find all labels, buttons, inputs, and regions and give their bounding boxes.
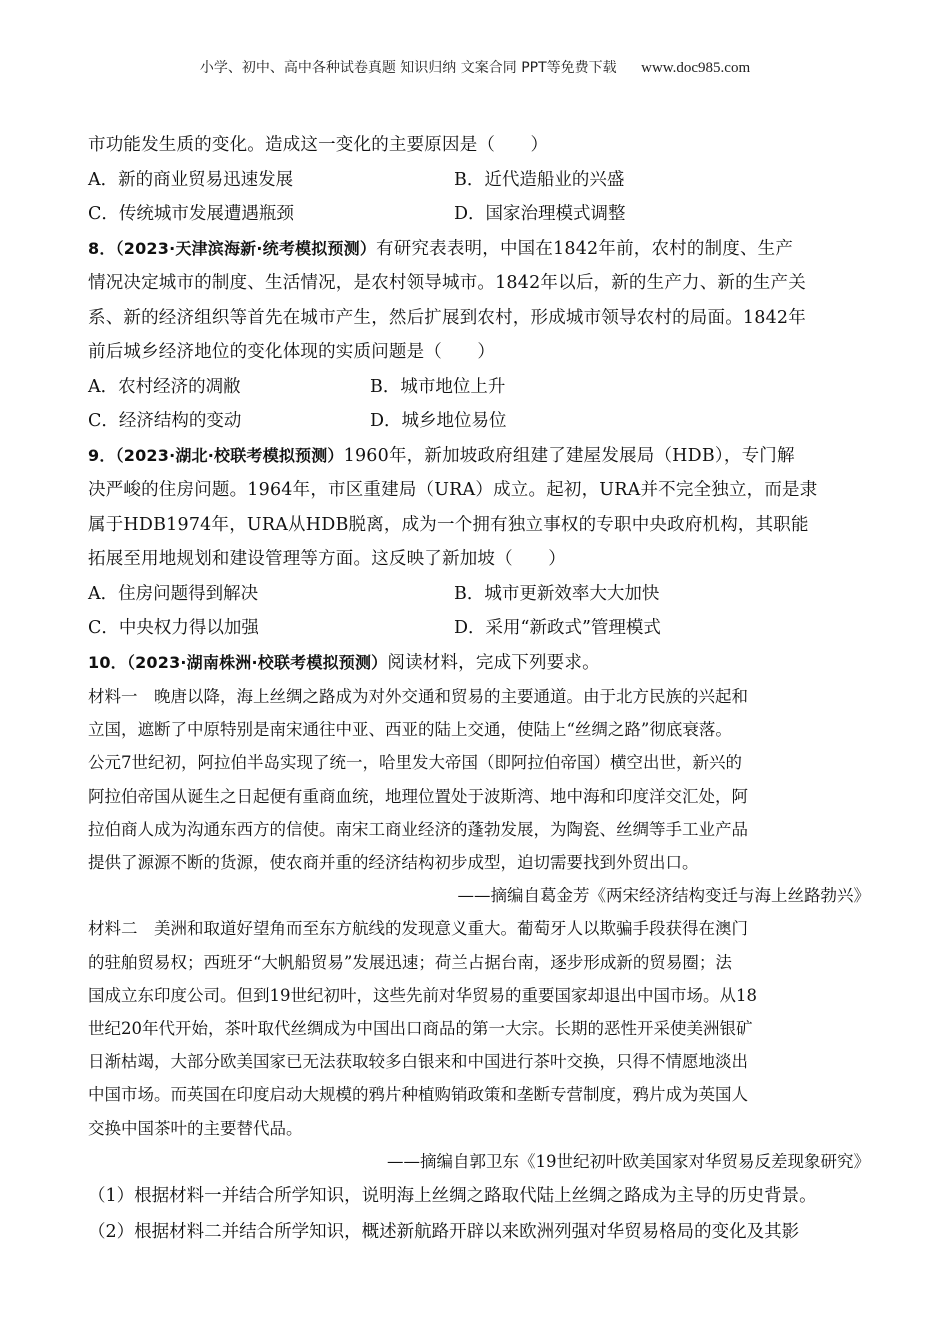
q9-stem-line-4: 拓展至用地规划和建设管理等方面。这反映了新加坡（ ） xyxy=(88,549,566,569)
material-one-line: 材料一 晚唐以降，海上丝绸之路成为对外交通和贸易的主要通道。由于北方民族的兴起和 xyxy=(88,687,748,706)
material-two-line: 的驻舶贸易权；西班牙“大帆船贸易”发展迅速；荷兰占据台南，逐步形成新的贸易圈；法 xyxy=(88,952,732,972)
q8-stem-line-3: 系、新的经济组织等首先在城市产生，然后扩展到农村，形成城市领导农村的局面。1842年 xyxy=(88,307,806,328)
q9-option-d: D．采用“新政式”管理模式 xyxy=(454,618,661,638)
q8-options-row-2 xyxy=(88,404,878,439)
q7-option-b: B．近代造船业的兴盛 xyxy=(454,169,625,190)
material-one-line: 公元7世纪初，阿拉伯半岛实现了统一，哈里发大帝国（即阿拉伯帝国）横空出世，新兴的 xyxy=(88,753,742,773)
material-two-line: 中国市场。而英国在印度启动大规模的鸦片种植购销政策和垄断专营制度，鸦片成为英国人 xyxy=(88,1085,748,1105)
q8-source: （2023·天津滨海新·统考模拟预测） xyxy=(115,238,377,258)
material-two-line: 世纪20年代开始，茶叶取代丝绸成为中国出口商品的第一大宗。长期的恶性开采使美洲银矿 xyxy=(88,1019,753,1039)
q7-option-a: A．新的商业贸易迅速发展 xyxy=(88,169,294,190)
q8-stem-line-1 xyxy=(88,232,878,267)
q7-option-c: C．传统城市发展遭遇瓶颈 xyxy=(88,204,294,224)
q10-intro: 阅读材料，完成下列要求。 xyxy=(387,652,600,673)
header-url[interactable]: www.doc985.com xyxy=(641,60,751,76)
q7-options-row-1 xyxy=(88,163,878,198)
q7-option-d: D．国家治理模式调整 xyxy=(454,204,626,224)
material-one xyxy=(88,680,878,912)
q8-option-a: A．农村经济的凋敝 xyxy=(88,376,241,397)
q9-options-row-2 xyxy=(88,611,878,646)
q8-option-c: C．经济结构的变动 xyxy=(88,411,242,431)
q9-options-row-1 xyxy=(88,577,878,612)
material-one-line: 拉伯商人成为沟通东西方的信使。南宋工商业经济的蓬勃发展，为陶瓷、丝绸等手工业产品 xyxy=(88,819,748,839)
q9-text: 1960年，新加坡政府组建了建屋发展局（HDB），专门解 xyxy=(343,445,795,466)
material-two-line: 交换中国茶叶的主要替代品。 xyxy=(88,1118,303,1138)
q8-number: 8． xyxy=(88,238,116,258)
document-body xyxy=(88,128,878,1250)
q8-options-row-1 xyxy=(88,370,878,405)
q7-stem-tail: 市功能发生质的变化。造成这一变化的主要原因是（ ） xyxy=(88,135,549,155)
q9-option-c: C．中央权力得以加强 xyxy=(88,618,259,638)
q10-subquestion-1: （1）根据材料一并结合所学知识，说明海上丝绸之路取代陆上丝绸之路成为主导的历史背景。 xyxy=(88,1186,817,1207)
material-one-line: 提供了源源不断的货源，使农商并重的经济结构初步成型，迫切需要找到外贸出口。 xyxy=(88,853,699,873)
material-two-line: 日渐枯竭，大部分欧美国家已无法获取较多白银来和中国进行茶叶交换，只得不情愿地淡出 xyxy=(88,1052,748,1072)
q8-option-d: D．城乡地位易位 xyxy=(370,411,507,431)
q7-options-row-2 xyxy=(88,197,878,232)
material-two-citation: ——摘编自郭卫东《19世纪初叶欧美国家对华贸易反差现象研究》 xyxy=(387,1151,870,1171)
q8-text: 有研究表表明，中国在1842年前，农村的制度、生产 xyxy=(376,238,794,259)
q10-number: 10． xyxy=(88,652,127,672)
q9-stem-line-2: 决严峻的住房问题。1964年，市区重建局（URA）成立。起初，URA并不完全独立，而是隶 xyxy=(88,480,818,500)
q9-source: （2023·湖北·校联考模拟预测） xyxy=(115,445,344,465)
q8-stem-line-2: 情况决定城市的制度、生活情况，是农村领导城市。1842年以后，新的生产力、新的生产关 xyxy=(88,273,806,293)
material-one-citation: ——摘编自葛金芳《两宋经济结构变迁与海上丝路勃兴》 xyxy=(457,886,870,906)
q9-stem-line-1 xyxy=(88,439,878,474)
q9-option-b: B．城市更新效率大大加快 xyxy=(454,583,660,604)
page-header xyxy=(0,57,950,77)
q9-stem-line-3: 属于HDB1974年，URA从HDB脱离，成为一个拥有独立事权的专职中央政府机构，其职能 xyxy=(88,514,809,535)
header-text: 小学、初中、高中各种试卷真题 知识归纳 文案合同 PPT等免费下载 xyxy=(199,60,617,76)
material-two-line: 材料二 美洲和取道好望角而至东方航线的发现意义重大。葡萄牙人以欺骗手段获得在澳门 xyxy=(88,919,748,939)
material-two xyxy=(88,912,878,1178)
q8-stem-line-4: 前后城乡经济地位的变化体现的实质问题是（ ） xyxy=(88,342,496,362)
q9-option-a: A．住房问题得到解决 xyxy=(88,583,259,604)
material-two-line: 国成立东印度公司。但到19世纪初叶，这些先前对华贸易的重要国家却退出中国市场。从18 xyxy=(88,985,757,1005)
q8-option-b: B．城市地位上升 xyxy=(370,376,506,397)
q10-stem xyxy=(88,646,878,681)
q10-source: （2023·湖南株洲·校联考模拟预测） xyxy=(126,652,388,672)
material-one-line: 阿拉伯帝国从诞生之日起便有重商血统，地理位置处于波斯湾、地中海和印度洋交汇处，阿 xyxy=(88,786,748,806)
q10-subquestion-2: （2）根据材料二并结合所学知识，概述新航路开辟以来欧洲列强对华贸易格局的变化及其影 xyxy=(88,1222,800,1243)
material-one-line: 立国，遮断了中原特别是南宋通往中亚、西亚的陆上交通，使陆上“丝绸之路”彻底衰落。 xyxy=(88,720,732,740)
q9-number: 9． xyxy=(88,445,116,465)
